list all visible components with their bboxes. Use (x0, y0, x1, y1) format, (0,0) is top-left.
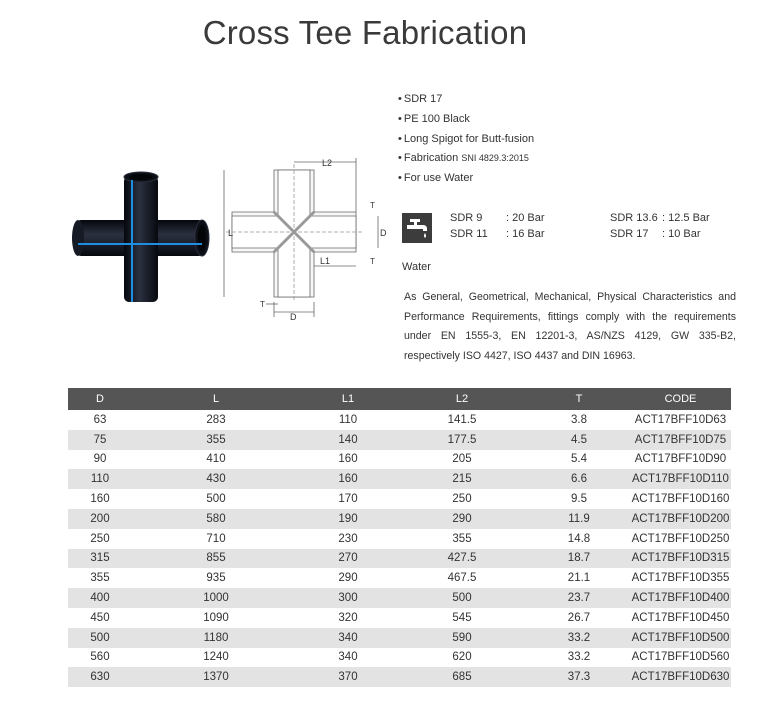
bullet: • (398, 132, 402, 145)
table-cell: 340 (300, 628, 396, 648)
pressure-rating (610, 228, 701, 240)
table-row (68, 628, 731, 648)
diagram-label-t-right: T (370, 257, 375, 266)
feature-item (398, 169, 534, 189)
table-cell: 355 (68, 568, 132, 588)
diagram-label-l: L (228, 228, 234, 238)
feature-text: Fabrication (403, 152, 459, 165)
table-row (68, 549, 731, 569)
page-title: Cross Tee Fabrication (202, 14, 528, 51)
table-cell: 710 (132, 529, 300, 549)
column-header: D (68, 388, 132, 410)
table-cell: 580 (132, 509, 300, 529)
table-row (68, 430, 731, 450)
bar-value: : 10 Bar (662, 228, 701, 240)
table-cell: 190 (300, 509, 396, 529)
table-cell: 14.8 (528, 529, 630, 549)
table-cell: 75 (68, 430, 132, 450)
table-cell: 270 (300, 549, 396, 569)
column-header: L2 (396, 388, 528, 410)
table-cell: 355 (396, 529, 528, 549)
table-cell: ACT17BFF10D110 (630, 469, 731, 489)
table-cell: ACT17BFF10D63 (630, 410, 731, 430)
table-cell: ACT17BFF10D90 (630, 450, 731, 470)
table-cell: 500 (396, 588, 528, 608)
feature-standard: SNI 4829.3:2015 (461, 153, 529, 164)
table-cell: 620 (396, 648, 528, 668)
table-cell: ACT17BFF10D160 (630, 489, 731, 509)
table-cell: 18.7 (528, 549, 630, 569)
table-row (68, 509, 731, 529)
table-cell: 160 (300, 450, 396, 470)
sdr-label: SDR 9 (450, 212, 483, 224)
table-cell: 23.7 (528, 588, 630, 608)
column-header: L (132, 388, 300, 410)
table-cell: ACT17BFF10D355 (630, 568, 731, 588)
standards-description: As General, Geometrical, Mechanical, Physical Characteristics and Performance Requirements, fittings comply with the requirements under EN 1555-3, EN 12201-3, AS/NZS 4129, GW 335-B2, respectively ISO 4427, ISO 4437 and DIN 16963. (404, 291, 736, 362)
feature-item (398, 149, 534, 169)
table-row (68, 450, 731, 470)
table-row (68, 568, 731, 588)
bullet: • (398, 152, 402, 165)
diagram-label-t-top: T (370, 201, 375, 210)
table-cell: 200 (68, 509, 132, 529)
table-cell: 855 (132, 549, 300, 569)
table-cell: 300 (300, 588, 396, 608)
table-cell: 250 (396, 489, 528, 509)
feature-list (398, 90, 534, 189)
table-cell: 33.2 (528, 648, 630, 668)
table-cell: 26.7 (528, 608, 630, 628)
table-cell: 140 (300, 430, 396, 450)
table-cell: 290 (396, 509, 528, 529)
sdr-label: SDR 13.6 (610, 212, 658, 224)
table-cell: 110 (300, 410, 396, 430)
table-cell: 33.2 (528, 628, 630, 648)
table-cell: 160 (68, 489, 132, 509)
table-row (68, 667, 731, 687)
diagram-label-d-right: D (380, 228, 387, 238)
table-row (68, 489, 731, 509)
feature-item (398, 130, 534, 150)
table-cell: 500 (68, 628, 132, 648)
bar-value: : 16 Bar (506, 228, 545, 240)
table-cell: ACT17BFF10D500 (630, 628, 731, 648)
table-cell: ACT17BFF10D315 (630, 549, 731, 569)
feature-text: For use Water (403, 172, 474, 185)
table-cell: 283 (132, 410, 300, 430)
table-cell: 320 (300, 608, 396, 628)
table-cell: 450 (68, 608, 132, 628)
table-cell: 355 (132, 430, 300, 450)
table-cell: 1370 (132, 667, 300, 687)
table-cell: ACT17BFF10D200 (630, 509, 731, 529)
sdr-label: SDR 17 (610, 228, 649, 240)
water-tap-icon (402, 213, 432, 243)
table-cell: 160 (300, 469, 396, 489)
table-row (68, 469, 731, 489)
table-cell: 170 (300, 489, 396, 509)
table-cell: 1240 (132, 648, 300, 668)
table-cell: 9.5 (528, 489, 630, 509)
diagram-label-l1: L1 (320, 256, 331, 266)
table-cell: ACT17BFF10D450 (630, 608, 731, 628)
table-cell: 427.5 (396, 549, 528, 569)
table-cell: 6.6 (528, 469, 630, 489)
table-cell: 370 (300, 667, 396, 687)
table-row (68, 608, 731, 628)
table-cell: 400 (68, 588, 132, 608)
pressure-rating (450, 228, 545, 240)
table-cell: 430 (132, 469, 300, 489)
cross-tee-diagram (222, 152, 392, 322)
table-cell: 590 (396, 628, 528, 648)
table-row (68, 648, 731, 668)
feature-text: Long Spigot for Butt-fusion (403, 132, 535, 145)
table-cell: 685 (396, 667, 528, 687)
feature-item (398, 110, 534, 130)
sdr-label: SDR 11 (450, 228, 488, 240)
table-cell: 315 (68, 549, 132, 569)
table-cell: 560 (68, 648, 132, 668)
table-cell: 4.5 (528, 430, 630, 450)
table-cell: 3.8 (528, 410, 630, 430)
table-cell: 90 (68, 450, 132, 470)
table-cell: 5.4 (528, 450, 630, 470)
bullet: • (398, 172, 402, 185)
table-cell: 1000 (132, 588, 300, 608)
table-cell: 545 (396, 608, 528, 628)
table-cell: ACT17BFF10D630 (630, 667, 731, 687)
table-cell: ACT17BFF10D560 (630, 648, 731, 668)
table-cell: 37.3 (528, 667, 630, 687)
table-cell: 467.5 (396, 568, 528, 588)
diagram-label-t-bottom: T (260, 300, 265, 309)
table-cell: 630 (68, 667, 132, 687)
table-header-row (68, 388, 731, 410)
water-label: Water (402, 261, 431, 273)
table-cell: 230 (300, 529, 396, 549)
table-cell: 110 (68, 469, 132, 489)
table-cell: 250 (68, 529, 132, 549)
table-cell: 500 (132, 489, 300, 509)
table-row (68, 588, 731, 608)
bullet: • (398, 112, 402, 125)
feature-item (398, 90, 534, 110)
bar-value: : 12.5 Bar (662, 212, 710, 224)
table-cell: 410 (132, 450, 300, 470)
table-cell: 141.5 (396, 410, 528, 430)
table-cell: ACT17BFF10D75 (630, 430, 731, 450)
table-cell: 290 (300, 568, 396, 588)
table-cell: 21.1 (528, 568, 630, 588)
table-cell: ACT17BFF10D400 (630, 588, 731, 608)
table-cell: ACT17BFF10D250 (630, 529, 731, 549)
diagram-label-d-bottom: D (290, 312, 297, 322)
table-cell: 1090 (132, 608, 300, 628)
pressure-rating (610, 212, 710, 224)
table-cell: 935 (132, 568, 300, 588)
pressure-rating (450, 212, 545, 224)
table-row (68, 410, 731, 430)
table-cell: 215 (396, 469, 528, 489)
table-cell: 340 (300, 648, 396, 668)
feature-text: PE 100 Black (403, 112, 470, 125)
bullet: • (398, 93, 402, 105)
table-cell: 63 (68, 410, 132, 430)
column-header: L1 (300, 388, 396, 410)
column-header: T (528, 388, 630, 410)
table-row (68, 529, 731, 549)
bar-value: : 20 Bar (506, 212, 545, 224)
table-cell: 1180 (132, 628, 300, 648)
column-header: CODE (630, 388, 731, 410)
diagram-label-l2: L2 (322, 158, 333, 168)
specification-table (68, 388, 731, 687)
table-cell: 177.5 (396, 430, 528, 450)
cross-tee-photo (70, 168, 212, 310)
table-cell: 11.9 (528, 509, 630, 529)
table-cell: 205 (396, 450, 528, 470)
feature-text: SDR 17 (403, 93, 443, 105)
